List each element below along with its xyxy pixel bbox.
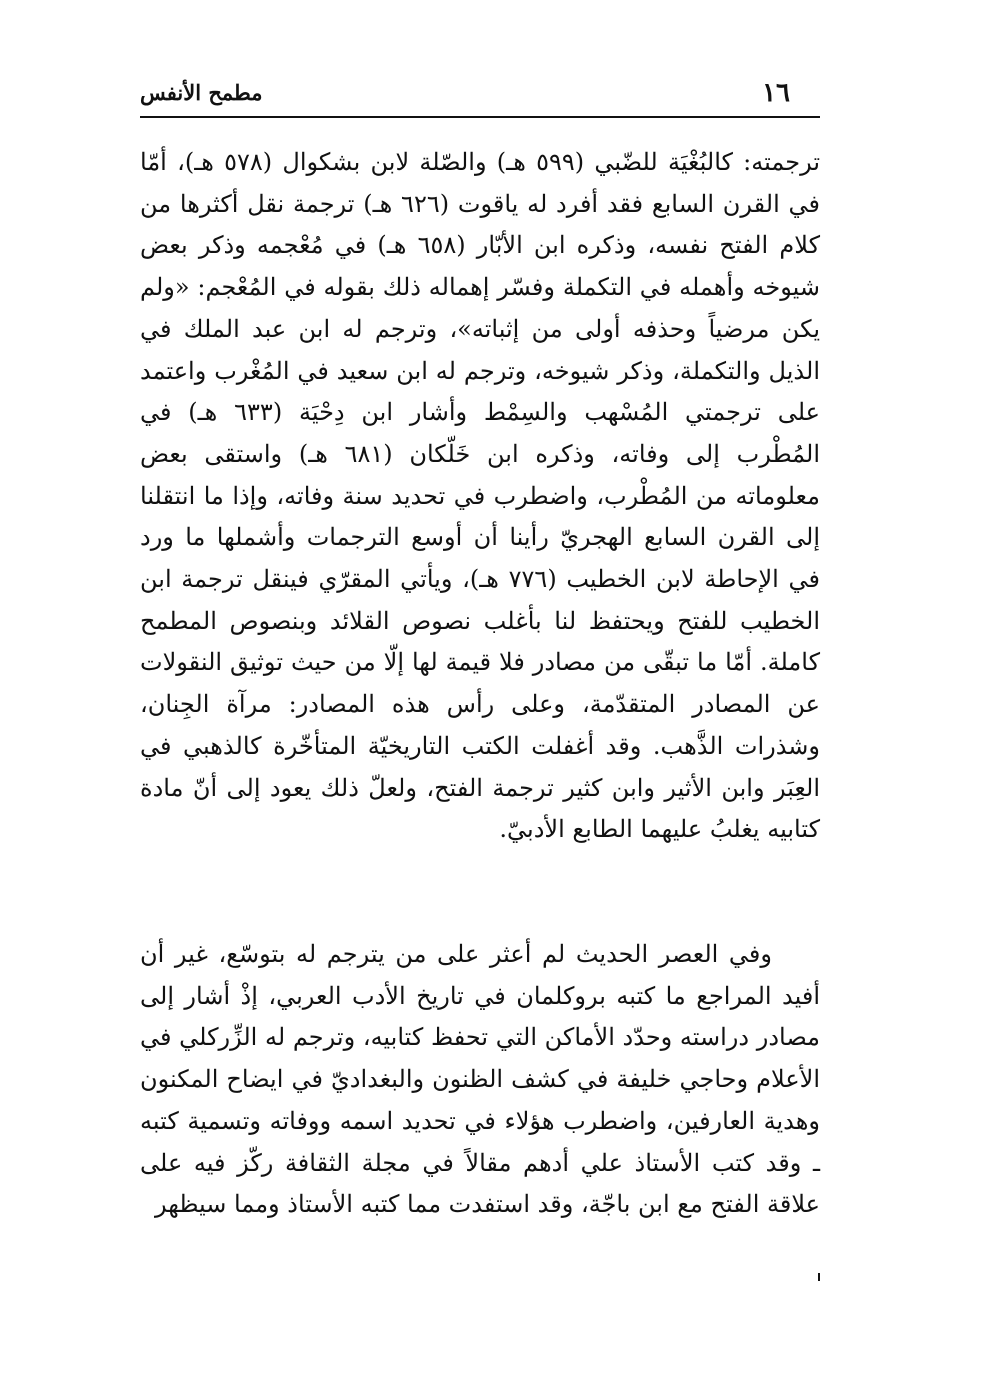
page-number: ١٦	[762, 78, 790, 108]
footer-mark	[818, 1273, 820, 1281]
paragraph-sources-classical: ترجمته: كالبُغْيَة للضّبي (٥٩٩ هـ) والصّلة لابن بشكوال (٥٧٨ هـ)، أمّا في القرن السابع فقد أفرد له ياقوت (٦٢٦ هـ) ترجمة نقل أكثرها من كلام الفتح نفسه، وذكره ابن الأبّار (٦٥٨ هـ) في مُعْجمه وذكر بعض شيوخه وأهمله في التكملة وفسّر إهماله ذلك بقوله في المُعْجم: «ولم يكن مرضياً وحذفه أولى من إثباته»، وترجم له ابن عبد الملك في الذيل والتكملة، وذكر شيوخه، وترجم له ابن سعيد في المُغْرب واعتمد على ترجمتي المُسْهب والسِمْط وأشار ابن دِحْيَة (٦٣٣ هـ) في المُطْرب إلى وفاته، وذكره ابن خَلّكان (٦٨١ هـ) واستقى بعض معلوماته من المُطْرب، واضطرب في تحديد سنة وفاته، وإذا ما انتقلنا إلى القرن السابع الهجريّ رأينا أن أوسع الترجمات وأشملها ما ورد في الإحاطة لابن الخطيب (٧٧٦ هـ)، ويأتي المقرّي فينقل ترجمة ابن الخطيب للفتح ويحتفظ لنا بأغلب نصوص القلائد وبنصوص المطمح كاملة. أمّا ما تبقّى من مصادر فلا قيمة لها إلّا من حيث توثيق النقولات عن المصادر المتقدّمة، وعلى رأس هذه المصادر: مرآة الجِنان، وشذرات الذَّهب. وقد أغفلت الكتب التاريخيّة المتأخّرة كالذهبي في العِبَر وابن الأثير وابن كثير ترجمة الفتح، ولعلّ ذلك يعود إلى أنّ مادة كتابيه يغلبُ عليهما الطابع الأدبيّ.	[140, 148, 821, 844]
running-title: مطمح الأنفس	[140, 80, 263, 105]
paragraph-sources-modern: وفي العصر الحديث لم أعثر على من يترجم له بتوسّع، غير أن أفيد المراجع ما كتبه بروكلمان في تاريخ الأدب العربي، إذْ أشار إلى مصادر دراسته وحدّد الأماكن التي تحفظ كتابيه، وترجم له الزِّركلي في الأعلام وحاجي خليفة في كشف الظنون والبغداديّ في ايضاح المكنون وهدية العارفين، واضطرب هؤلاء في تحديد اسمه ووفاته وتسمية كتبه ـ وقد كتب الأستاذ علي أدهم مقالاً في مجلة الثقافة ركّز فيه على علاقة الفتح مع ابن باجّة، وقد استفدت مما كتبه الأستاذ ومما سيظهر	[140, 940, 821, 1219]
header-divider	[140, 116, 820, 118]
running-header	[140, 78, 820, 108]
